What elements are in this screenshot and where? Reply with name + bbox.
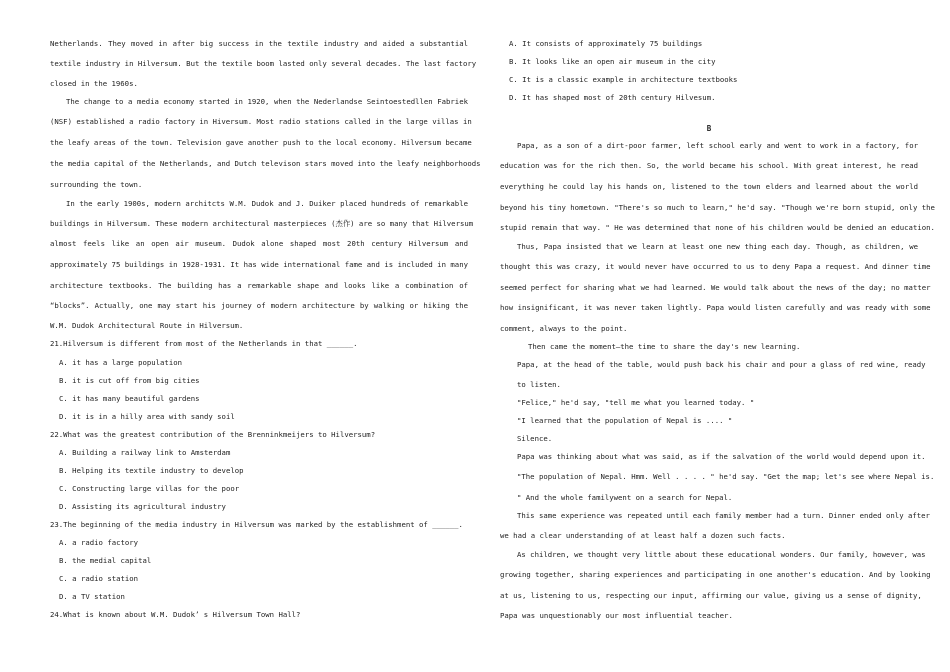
question-24-option-c: C. It is a classic example in architecture textbooks (509, 75, 738, 84)
question-23-option-a: A. a radio factory (59, 538, 139, 547)
question-23-option-d: D. a TV station (59, 592, 125, 601)
passage-line: thought this was crazy, it would never have occurred to us to deny Papa a request. And dinner time (500, 262, 931, 271)
passage-line: how insignificant, it was never taken lightly. Papa would listen carefully and was ready with some (500, 303, 931, 312)
passage-line: closed in the 1960s. (50, 79, 138, 88)
passage-line: seemed perfect for sharing what we had learned. We would talk about the news of the day; no matter (500, 283, 931, 292)
passage-line: "Felice," he'd say, "tell me what you learned today. " (517, 398, 755, 407)
question-23-stem: 23.The beginning of the media industry in Hilversum was marked by the establishment of ______. (50, 520, 463, 529)
passage-line: almost feels like an open air museum. Dudok alone shaped most 20th century Hilversum and (50, 239, 468, 248)
passage-line: Papa was thinking about what was said, as if the salvation of the world would depend upon it. (517, 452, 926, 461)
question-21-option-c: C. it has many beautiful gardens (59, 394, 200, 403)
question-22-option-d: D. Assisting its agricultural industry (59, 502, 226, 511)
question-23-option-b: B. the medial capital (59, 556, 152, 565)
passage-line: approximately 75 buildings in 1928-1931. It has wide international fame and is included in many (50, 260, 468, 269)
passage-line: we had a clear understanding of at least half a dozen such facts. (500, 531, 786, 540)
passage-line: beyond his tiny hometown. "There's so much to learn," he'd say. "Though we're born stupid, only the (500, 203, 935, 212)
passage-line: The change to a media economy started in 1920, when the Nederlandse Seintoestedllen Fabriek (66, 97, 468, 106)
question-21-option-d: D. it is in a hilly area with sandy soil (59, 412, 235, 421)
passage-line: textile industry in Hilversum. But the textile boom lasted only several decades. The last factory (50, 59, 477, 68)
passage-line: comment, always to the point. (500, 324, 628, 333)
passage-line: "The population of Nepal. Hmm. Well . . . . " he'd say. "Get the map; let's see where Nepal is. (517, 472, 935, 481)
passage-line: the media capital of the Netherlands, and Dutch televison stars moved into the leafy neighborhoods (50, 159, 481, 168)
passage-line: surrounding the town. (50, 180, 143, 189)
section-b-heading: B (706, 124, 712, 133)
passage-line: at us, listening to us, respecting our input, affirming our value, giving us a sense of dignity, (500, 591, 922, 600)
passage-line: (NSF) established a radio factory in Hiversum. Most radio stations called in the large villas in (50, 117, 472, 126)
passage-line: Silence. (517, 434, 553, 443)
passage-line: education was for the rich then. So, the world became his school. With great interest, he read (500, 161, 918, 170)
passage-line: to listen. (517, 380, 561, 389)
passage-line: Then came the moment—the time to share the day's new learning. (528, 342, 801, 351)
passage-line: "I learned that the population of Nepal is .... " (517, 416, 733, 425)
question-24-option-a: A. It consists of approximately 75 buildings (509, 39, 703, 48)
question-22-stem: 22.What was the greatest contribution of the Brenninkmeijers to Hilversum? (50, 430, 376, 439)
passage-line: Papa, as a son of a dirt-poor farmer, left school early and went to work in a factory, for (517, 141, 918, 150)
passage-line: Netherlands. They moved in after big success in the textile industry and aided a substantial (50, 39, 468, 48)
passage-line: " And the whole familywent on a search for Nepal. (517, 493, 733, 502)
passage-line: Papa was unquestionably our most influential teacher. (500, 611, 733, 620)
passage-line: growing together, sharing experiences and participating in one another's education. And by looking (500, 570, 931, 579)
question-22-option-b: B. Helping its textile industry to develop (59, 466, 244, 475)
passage-line: Papa, at the head of the table, would push back his chair and pour a glass of red wine, ready (517, 360, 926, 369)
question-23-option-c: C. a radio station (59, 574, 139, 583)
passage-line: W.M. Dudok Architectural Route in Hilversum. (50, 321, 244, 330)
passage-line: everything he could lay his hands on, listened to the town elders and learned about the world (500, 182, 918, 191)
question-24-stem: 24.What is known about W.M. Dudok’ s Hilversum Town Hall? (50, 610, 301, 619)
passage-line: “blocks”. Actually, one may start his journey of modern architecture by walking or hiking the (50, 301, 468, 310)
question-21-stem: 21.Hilversum is different from most of the Netherlands in that ______. (50, 339, 358, 348)
passage-line: stupid remain that way. " He was determined that none of his children would be denied an education. (500, 223, 935, 232)
question-21-option-b: B. it is cut off from big cities (59, 376, 200, 385)
passage-line: buildings in Hilversum. These modern architectural masterpieces (杰作) are so many that Hilversum (50, 219, 474, 228)
question-24-option-d: D. It has shaped most of 20th century Hilvesum. (509, 93, 716, 102)
question-22-option-a: A. Building a railway link to Amsterdam (59, 448, 231, 457)
passage-line: the leafy areas of the town. Television gave another push to the local economy. Hilversum became (50, 138, 472, 147)
question-24-option-b: B. It looks like an open air museum in the city (509, 57, 716, 66)
passage-line: In the early 1900s, modern architcts W.M. Dudok and J. Duiker placed hundreds of remarkable (66, 199, 468, 208)
passage-line: Thus, Papa insisted that we learn at least one new thing each day. Though, as children, we (517, 242, 918, 251)
question-21-option-a: A. it has a large population (59, 358, 183, 367)
passage-line: This same experience was repeated until each family member had a turn. Dinner ended only after (517, 511, 930, 520)
passage-line: architecture textbooks. The building has a remarkable shape and looks like a combination of (50, 281, 468, 290)
question-22-option-c: C. Constructing large villas for the poor (59, 484, 240, 493)
passage-line: As children, we thought very little about these educational wonders. Our family, however, was (517, 550, 926, 559)
